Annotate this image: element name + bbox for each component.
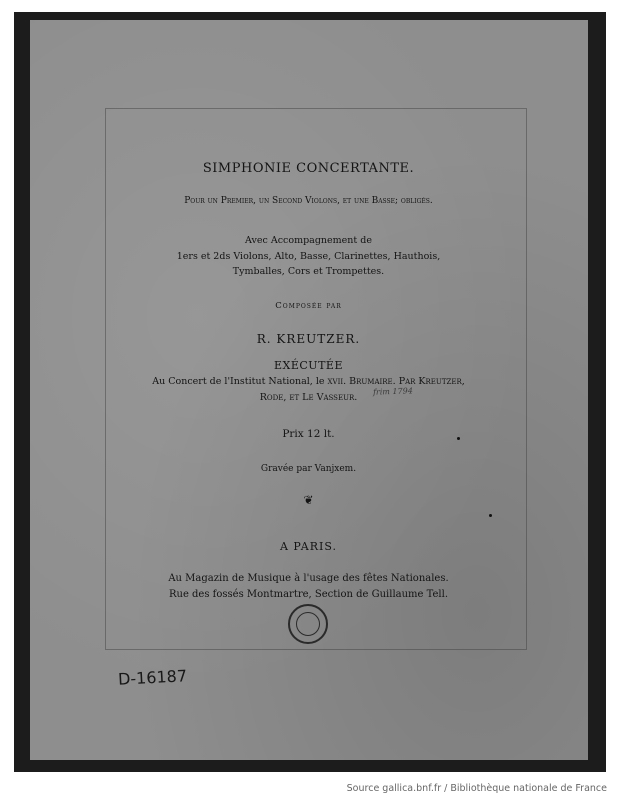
executed-label: EXÉCUTÉE bbox=[274, 359, 343, 372]
publisher-line-2: Rue des fossés Montmartre, Section de Guillaume Tell. bbox=[168, 589, 449, 600]
author-name: R. KREUTZER. bbox=[256, 332, 361, 346]
library-stamp-icon bbox=[288, 604, 328, 644]
city-label: A PARIS. bbox=[279, 540, 338, 553]
document-subtitle: Pour un Premier, un Second Violons, et une Basse; obligés. bbox=[184, 196, 433, 206]
concert-line-1-part-b: xvii. Brumaire. Par Kreutzer, bbox=[327, 376, 465, 387]
price-label: Prix 12 lt. bbox=[282, 428, 335, 440]
ink-speck bbox=[489, 514, 492, 517]
composed-by-label: Composée par bbox=[275, 301, 342, 311]
engraver-credit: Gravée par Vanjxem. bbox=[260, 464, 357, 474]
ink-speck bbox=[457, 437, 460, 440]
accompaniment-line-1: Avec Accompagnement de bbox=[245, 235, 372, 246]
source-footer: Source gallica.bnf.fr / Bibliothèque nationale de France bbox=[346, 783, 607, 794]
document-title: SIMPHONIE CONCERTANTE. bbox=[202, 161, 415, 176]
publisher-line-1: Au Magazin de Musique à l'usage des fêtes Nationales. bbox=[168, 573, 449, 584]
accompaniment-line-3: Tymballes, Cors et Trompettes. bbox=[232, 266, 385, 277]
concert-line-1 bbox=[0, 376, 617, 387]
concert-line-2: Rode, et Le Vasseur. bbox=[259, 392, 358, 403]
ornament-icon: ❦ bbox=[303, 493, 314, 507]
shelfmark-handwritten: D-16187 bbox=[117, 666, 188, 689]
concert-line-1-part-a: Au Concert de l'Institut National, le bbox=[152, 376, 328, 387]
handwritten-note: frim 1794 bbox=[372, 386, 413, 397]
accompaniment-line-2: 1ers et 2ds Violons, Alto, Basse, Clarinettes, Hauthois, bbox=[176, 251, 441, 262]
library-stamp-inner-ring bbox=[296, 612, 320, 636]
